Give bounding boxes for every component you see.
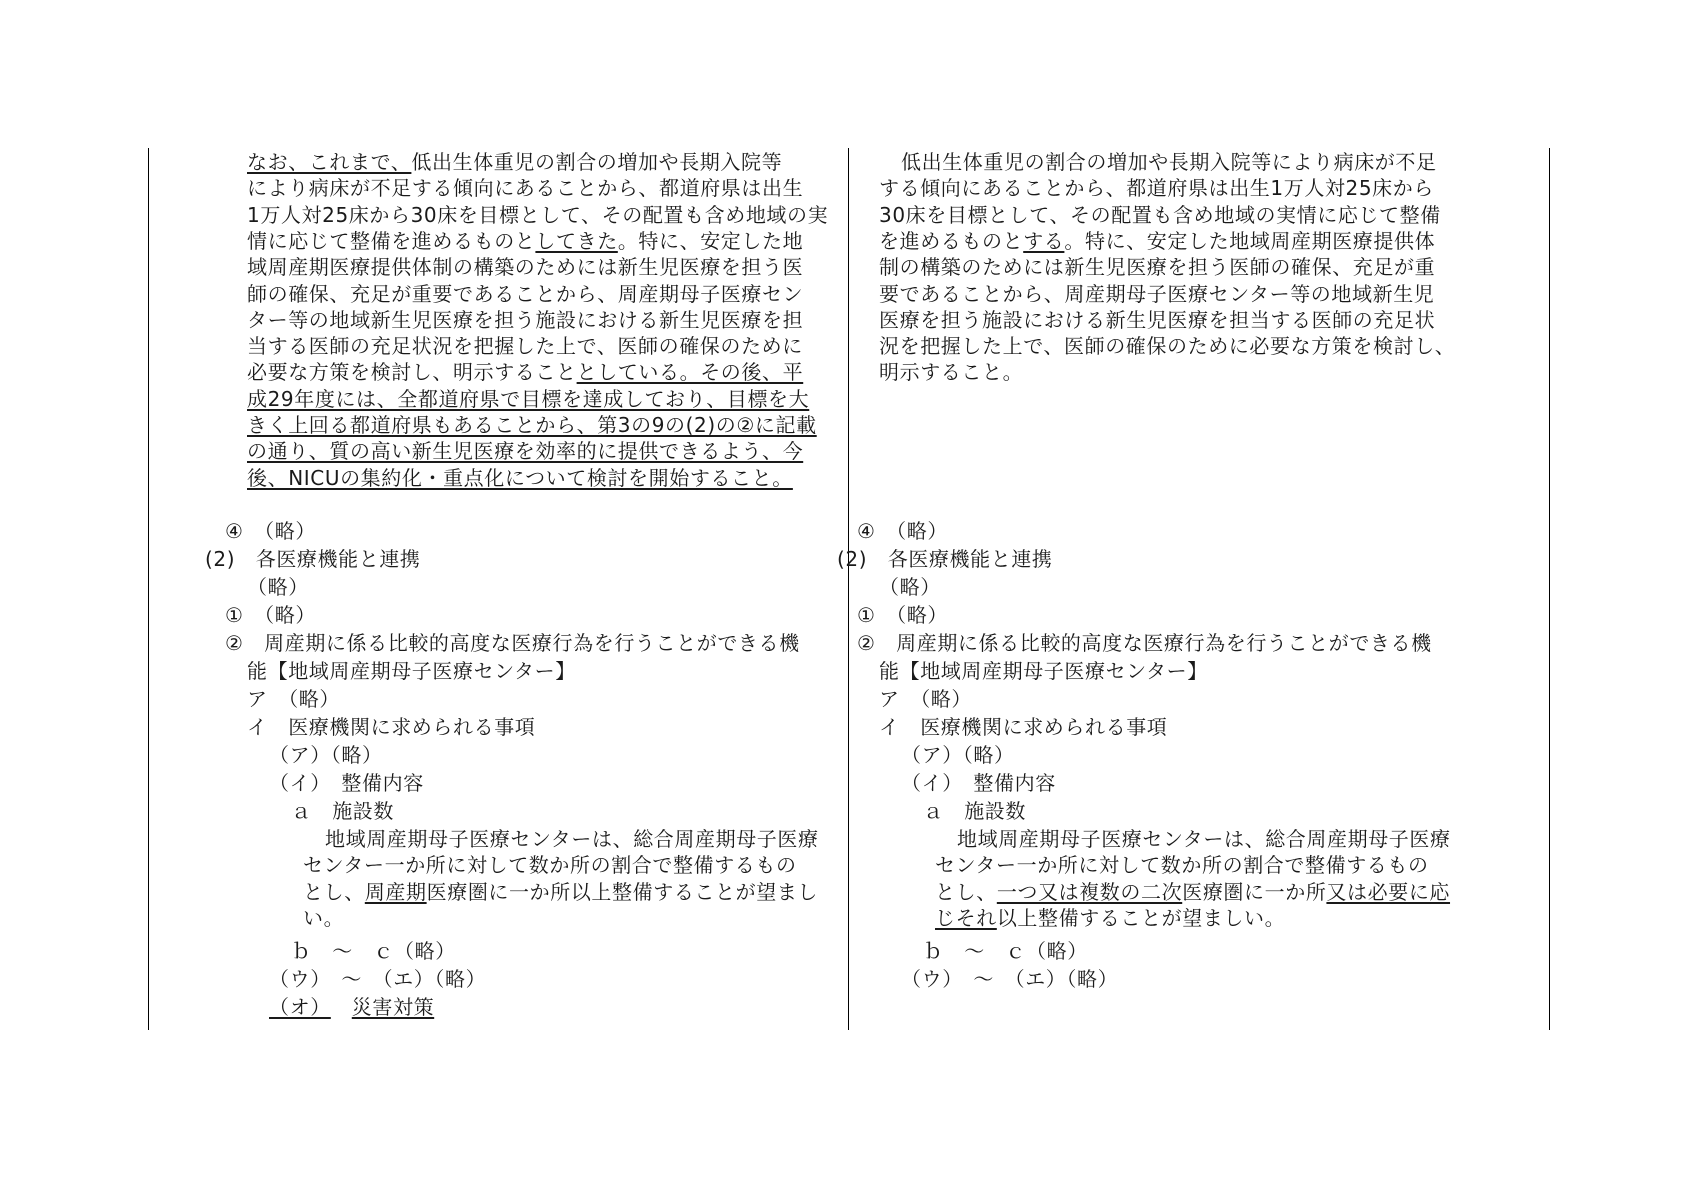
text-segment: 医療圏に一か所以上整備することが望まし	[426, 879, 819, 904]
right-item-2-line1: ② 周産期に係る比較的高度な医療行為を行うことができる機	[857, 631, 1432, 655]
left-sub-o-prefix: （オ）	[269, 995, 331, 1019]
text-line	[879, 306, 1435, 334]
text-segment: 情に応じて整備を進めるものと	[247, 228, 536, 253]
left-facility-count-heading: ａ 施設数	[291, 799, 394, 823]
text-segment: 1万人対25床から30床を目標として、その配置も含め地域の実	[247, 202, 829, 227]
text-segment: とし、	[303, 879, 365, 904]
text-segment: 。特に、安定した地	[617, 228, 804, 253]
left-item-2-line1: ② 周産期に係る比較的高度な医療行為を行うことができる機	[225, 631, 800, 655]
text-line	[879, 253, 1435, 281]
text-line	[247, 253, 803, 281]
text-line	[325, 825, 819, 853]
text-line	[879, 174, 1434, 202]
text-line	[901, 148, 1437, 176]
text-segment: 。特に、安定した地域周産期医療提供体	[1064, 228, 1436, 253]
text-segment: い。	[303, 905, 345, 930]
text-line	[247, 201, 828, 229]
left-item-4: ④ （略）	[225, 519, 316, 543]
text-segment: とし、	[935, 879, 997, 904]
text-line	[247, 411, 817, 439]
text-segment: 低出生体重児の割合の増加や長期入院等により病床が不足	[901, 150, 1437, 174]
text-line	[247, 437, 803, 465]
text-segment: 医療を担う施設における新生児医療を担当する医師の充足状	[879, 307, 1436, 332]
text-line	[247, 227, 803, 255]
left-section-2-heading: (2) 各医療機能と連携	[205, 547, 421, 571]
right-sub-i: （イ） 整備内容	[901, 771, 1056, 795]
underlined-text: の通り、質の高い新生児医療を効率的に提供できるよう、今	[247, 439, 804, 464]
underlined-text: してきた	[535, 228, 618, 253]
text-line	[247, 385, 809, 413]
text-line	[935, 904, 1285, 932]
text-line	[247, 464, 793, 492]
left-sub-u-e: （ウ） ～ （エ）（略）	[269, 967, 487, 991]
underlined-text: する	[1023, 228, 1065, 253]
underlined-text: じそれ	[935, 905, 997, 930]
left-item-i: イ 医療機関に求められる事項	[247, 715, 536, 739]
right-item-b-c: ｂ ～ ｃ（略）	[923, 939, 1088, 963]
text-segment: 以上整備することが望ましい。	[996, 905, 1286, 930]
right-item-2-line2: 能【地域周産期母子医療センター】	[879, 659, 1208, 683]
text-segment: 制の構築のためには新生児医療を担う医師の確保、充足が重	[879, 255, 1436, 280]
underlined-text: 又は必要に応	[1326, 879, 1451, 904]
right-item-i: イ 医療機関に求められる事項	[879, 715, 1168, 739]
right-border-rule	[1549, 148, 1550, 1030]
text-segment: により病床が不足する傾向にあることから、都道府県は出生	[247, 176, 804, 201]
text-line	[879, 201, 1441, 229]
text-line	[879, 280, 1434, 308]
left-item-b-c: ｂ ～ ｃ（略）	[291, 939, 456, 963]
right-section-2-ryaku: （略）	[879, 575, 941, 599]
text-line	[247, 332, 803, 360]
text-line	[879, 358, 1023, 386]
left-item-a: ア （略）	[247, 687, 340, 711]
right-section-2-heading: (2) 各医療機能と連携	[837, 547, 1053, 571]
text-line	[935, 878, 1450, 906]
right-item-a: ア （略）	[879, 687, 972, 711]
underlined-text: 後、NICUの集約化・重点化について検討を開始すること。	[247, 465, 793, 490]
text-segment: 要であることから、周産期母子医療センター等の地域新生児	[879, 281, 1435, 306]
text-line	[303, 851, 797, 879]
text-line	[247, 280, 803, 308]
text-line	[247, 174, 803, 202]
text-line	[935, 851, 1429, 879]
text-line	[879, 227, 1435, 255]
text-segment: 地域周産期母子医療センターは、総合周産期母子医療	[325, 827, 819, 851]
text-segment: 低出生体重児の割合の増加や長期入院等	[411, 150, 783, 174]
underlined-text: 一つ又は複数の二次	[996, 879, 1183, 904]
center-divider-rule	[848, 148, 849, 1030]
text-segment: センター一か所に対して数か所の割合で整備するもの	[303, 853, 797, 878]
left-border-rule	[148, 148, 149, 1030]
left-sub-a: （ア）（略）	[269, 743, 383, 767]
text-line	[879, 332, 1455, 360]
left-sub-o-disaster	[269, 993, 434, 1021]
left-sub-o-title: 災害対策	[351, 995, 435, 1019]
text-segment: する傾向にあることから、都道府県は出生1万人対25床から	[879, 176, 1434, 201]
right-facility-count-heading: ａ 施設数	[923, 799, 1026, 823]
left-item-1: ① （略）	[225, 603, 316, 627]
right-sub-a: （ア）（略）	[901, 743, 1015, 767]
right-sub-u-e: （ウ） ～ （エ）（略）	[901, 967, 1119, 991]
text-line	[303, 904, 344, 932]
text-segment: 師の確保、充足が重要であることから、周産期母子医療セン	[247, 281, 804, 306]
text-line	[247, 306, 803, 334]
text-segment: 医療圏に一か所	[1182, 879, 1327, 904]
text-segment: 当する医師の充足状況を把握した上で、医師の確保のために	[247, 334, 803, 359]
text-line	[247, 358, 803, 386]
text-line	[247, 148, 782, 176]
text-segment: 況を把握した上で、医師の確保のために必要な方策を検討し、	[879, 334, 1456, 359]
underlined-text: 成29年度には、全都道府県で目標を達成しており、目標を大	[247, 386, 810, 411]
left-sub-i: （イ） 整備内容	[269, 771, 424, 795]
left-section-2-ryaku: （略）	[247, 575, 309, 599]
text-segment: 明示すること。	[879, 360, 1024, 385]
right-item-1: ① （略）	[857, 603, 948, 627]
text-segment: 域周産期医療提供体制の構築のためには新生児医療を担う医	[247, 255, 804, 280]
right-item-4: ④ （略）	[857, 519, 948, 543]
text-segment: センター一か所に対して数か所の割合で整備するもの	[935, 853, 1429, 878]
text-line	[303, 878, 818, 906]
underlined-text: としている。その後、平	[576, 360, 804, 385]
text-segment: を進めるものと	[879, 228, 1024, 253]
underlined-text: きく上回る都道府県もあることから、第3の9の(2)の②に記載	[247, 413, 817, 437]
text-segment: 地域周産期母子医療センターは、総合周産期母子医療	[957, 827, 1451, 851]
text-segment: ター等の地域新生児医療を担う施設における新生児医療を担	[247, 307, 804, 332]
underlined-text: なお、これまで、	[247, 150, 412, 174]
underlined-text: 周産期	[364, 879, 427, 904]
text-line	[957, 825, 1451, 853]
left-item-2-line2: 能【地域周産期母子医療センター】	[247, 659, 576, 683]
text-segment: 30床を目標として、その配置も含め地域の実情に応じて整備	[879, 202, 1441, 227]
text-segment: 必要な方策を検討し、明示すること	[247, 360, 577, 385]
